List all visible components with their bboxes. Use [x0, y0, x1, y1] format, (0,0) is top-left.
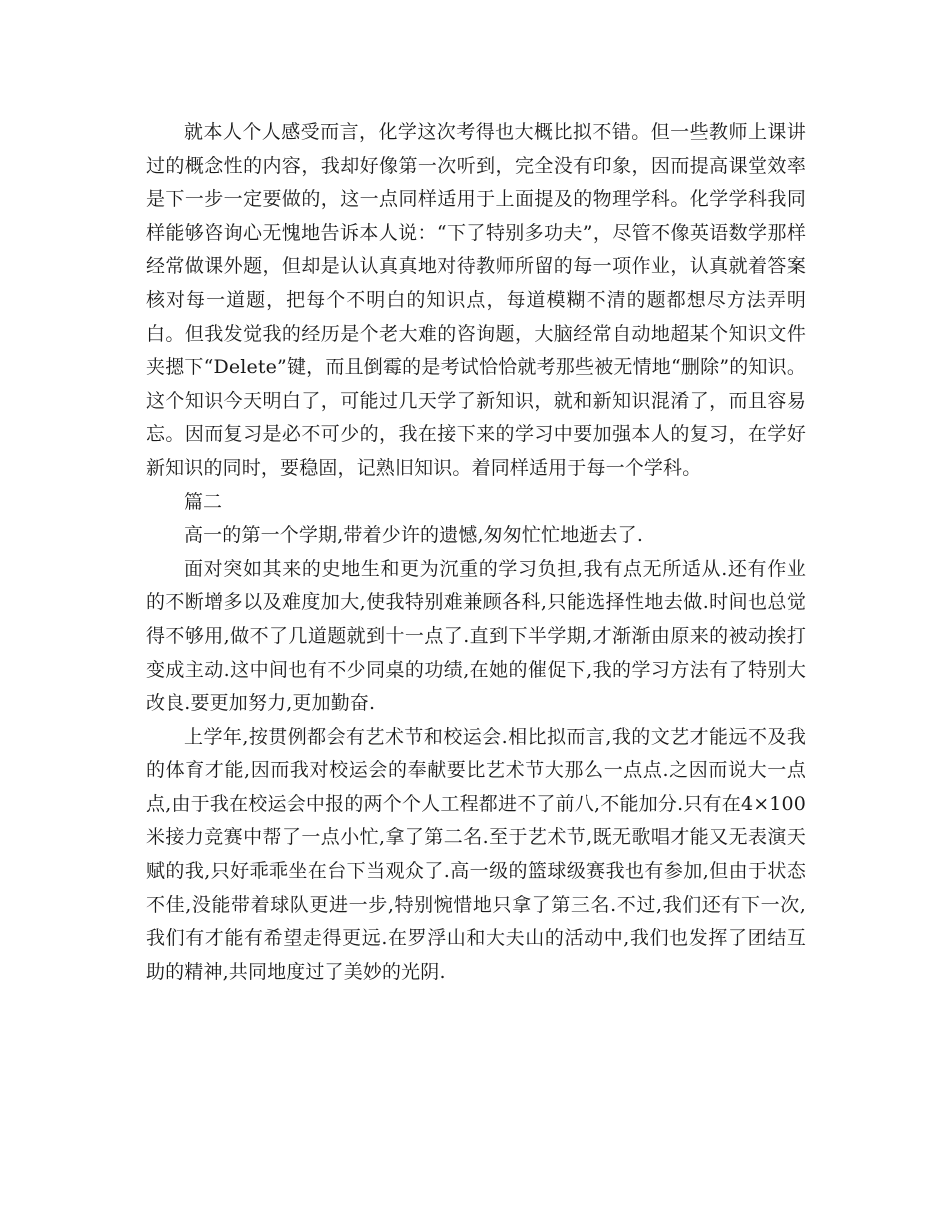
- paragraph-semester-intro: 高一的第一个学期,带着少许的遗憾,匆匆忙忙地逝去了.: [184, 524, 644, 547]
- paragraph-study-burden: 面对突如其来的史地生和更为沉重的学习负担,我有点无所适从.还有作业的不断增多以及难度加大,使我特别难兼顾各科,只能选择性地去做.时间也总觉得不够用,做不了几道题就到十一点了.直到下半学期,才渐渐由原来的被动挨打变成主动.这中间也有不少同桌的功绩,在她的催促下,我的学习方法有了特别大改良.要更加努力,更加勤奋.: [146, 557, 806, 715]
- paragraph-school-activities: 上学年,按贯例都会有艺术节和校运会.相比拟而言,我的文艺才能远不及我的体育才能,因而我对校运会的奉献要比艺术节大那么一点点.之因而说大一点点,由于我在校运会中报的两个个人工程都进不了前八,不能加分.只有在4×100米接力竞赛中帮了一点小忙,拿了第二名.至于艺术节,既无歌唱才能又无表演天赋的我,只好乖乖坐在台下当观众了.高一级的篮球级赛我也有参加,但由于状态不佳,没能带着球队更进一步,特别惋惜地只拿了第三名.不过,我们还有下一次,我们有才能有希望走得更远.在罗浮山和大夫山的活动中,我们也发挥了团结互助的精神,共同地度过了美妙的光阴.: [146, 725, 806, 983]
- section-heading: 篇二: [184, 490, 223, 513]
- document-page: [146, 116, 806, 989]
- paragraph-chemistry-reflection: 就本人个人感受而言，化学这次考得也大概比拟不错。但一些教师上课讲过的概念性的内容，我却好像第一次听到，完全没有印象，因而提高课堂效率是下一步一定要做的，这一点同样适用于上面提及的物理学科。化学学科我同样能够咨询心无愧地告诉本人说：“下了特别多功夫”，尽管不像英语数学那样经常做课外题，但却是认认真真地对待教师所留的每一项作业，认真就着答案核对每一道题，把每个不明白的知识点，每道模糊不清的题都想尽方法弄明白。但我发觉我的经历是个老大难的咨询题，大脑经常自动地超某个知识文件夹摁下“Delete”键，而且倒霉的是考试恰恰就考那些被无情地“删除”的知识。这个知识今天明白了，可能过几天学了新知识，就和新知识混淆了，而且容易忘。因而复习是必不可少的，我在接下来的学习中要加强本人的复习，在学好新知识的同时，要稳固，记熟旧知识。着同样适用于每一个学科。: [146, 121, 806, 479]
